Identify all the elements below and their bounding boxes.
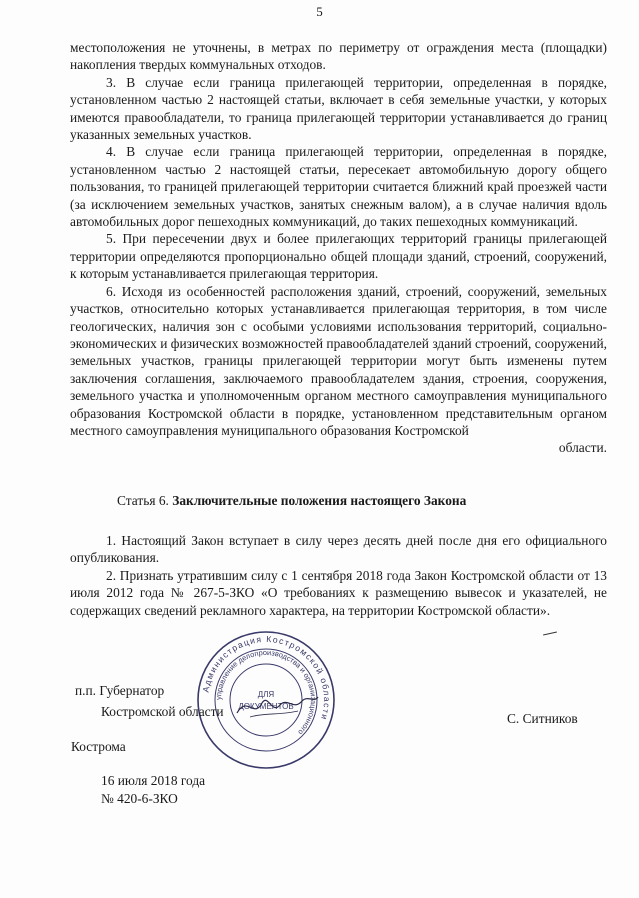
law-date: 16 июля 2018 года — [101, 773, 206, 788]
handwritten-signature — [232, 685, 322, 725]
final-item-1: 1. Настоящий Закон вступает в силу через десять дней после дня его официального опубликования. — [70, 533, 607, 566]
paragraph-item-5: 5. При пересечении двух и более прилегающих территорий границы прилегающей территории определяются пропорционально общей площади зданий, строений, сооружений, к которым устанавливается прилегающая территория. — [70, 231, 607, 282]
page-number: 5 — [316, 4, 323, 19]
stamp-outer-text: Администрация Костромской области — [200, 633, 333, 722]
document-body — [70, 39, 607, 457]
city: Кострома — [71, 739, 126, 754]
signatory-name: С. Ситников — [507, 711, 578, 726]
paragraph-continuation: местоположения не уточнены, в метрах по периметру от ограждения места (площадки) накопления твердых коммунальных отходов. — [70, 40, 607, 73]
paragraph-item-6: 6. Исходя из особенностей расположения зданий, строений, сооружений, земельных участков, относительно которых устанавливается прилегающая территория, в том числе геологических, наличия зон с особыми условиями использования территорий, социально-экономических и физических возможностей правообладателей зданий строений, сооружений, земельных участков, границы прилегающей территории могут быть изменены путем заключения соглашения, заключаемого правообладателем здания, строения, сооружения, земельного участка и уполномоченным органом местного самоуправления муниципального образования Костромской области в порядке, установленном представительным органом местного самоуправления муниципального образования Костромской — [70, 283, 607, 438]
article-prefix: Статья 6. — [117, 493, 169, 508]
article-title: Заключительные положения настоящего Закона — [172, 493, 467, 508]
stamp-inner-text: управление делопроизводства и организационного — [213, 647, 319, 737]
stamp-center-line1: ДЛЯ — [257, 690, 275, 699]
paragraph-item-3: 3. В случае если граница прилегающей территории, определенная в порядке, установленном частью 2 настоящей статьи, включает в себя земельные участки, у которых имеются правообладатели, то граница прилегающей территории устанавливается до границ указанных земельных участков. — [70, 74, 607, 143]
stamp-center-line2: ДОКУМЕНТОВ — [238, 702, 294, 711]
signature-title-line2: Костромской области — [101, 704, 224, 719]
signature-title-line1: п.п. Губернатор — [75, 683, 165, 698]
paragraph-item-4: 4. В случае если граница прилегающей территории, определенная в порядке, установленном частью 2 настоящей статьи, пересекает автомобильную дорогу общего пользования, то границей прилегающей территории считается ближний край проезжей части (за исключением земельных участков, занятых снежным валом), а в случае наличия вдоль автомобильных дорог пешеходных коммуникаций, до таких пешеходных коммуникаций. — [70, 144, 607, 230]
article-heading — [117, 493, 466, 509]
final-item-2: 2. Признать утратившим силу с 1 сентября 2018 года Закон Костромской области от 13 июля 2012 года № 267-5-ЗКО «О требованиях к размещению вывесок и указателей, не содержащих сведений рекламного характера, на территории Костромской области». — [70, 567, 607, 618]
paragraph-item-6-end: области. — [558, 440, 607, 456]
final-provisions — [70, 532, 607, 619]
pen-mark — [543, 632, 557, 636]
law-number: № 420-6-ЗКО — [101, 791, 178, 806]
